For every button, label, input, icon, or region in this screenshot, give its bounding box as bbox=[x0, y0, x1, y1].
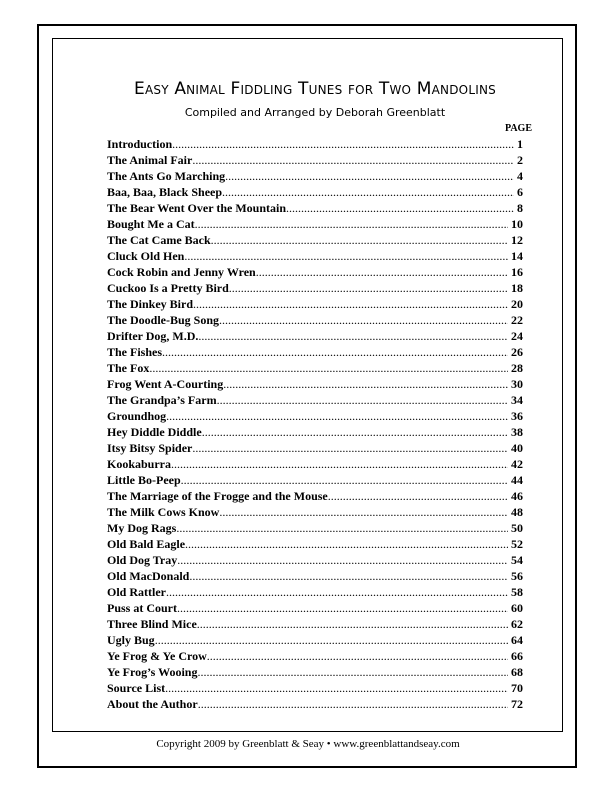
page-subtitle: Compiled and Arranged by Deborah Greenblatt bbox=[184, 106, 446, 119]
toc-leader-dots bbox=[197, 664, 508, 680]
toc-leader-dots bbox=[219, 504, 508, 520]
toc-entry-title: Kookaburra bbox=[107, 457, 172, 471]
toc-entry-page: 66 bbox=[511, 649, 523, 663]
toc-leader-dots bbox=[162, 344, 508, 360]
toc-entry-page: 8 bbox=[517, 201, 523, 215]
toc-entry-title: Ye Frog & Ye Crow bbox=[107, 649, 207, 663]
toc-entry-page: 6 bbox=[517, 185, 523, 199]
toc-entry-page: 14 bbox=[511, 249, 523, 263]
toc-entry bbox=[107, 184, 523, 200]
toc-leader-dots bbox=[286, 200, 514, 216]
toc-entry-title: Drifter Dog, M.D. bbox=[107, 329, 199, 343]
toc-entry-page: 34 bbox=[511, 393, 523, 407]
toc-entry bbox=[107, 312, 523, 328]
toc-entry bbox=[107, 392, 523, 408]
toc-entry-page: 38 bbox=[511, 425, 523, 439]
toc-leader-dots bbox=[192, 440, 508, 456]
toc-entry-title: The Animal Fair bbox=[107, 153, 193, 167]
toc-entry bbox=[107, 696, 523, 712]
toc-entry-page: 72 bbox=[511, 697, 523, 711]
toc-entry bbox=[107, 328, 523, 344]
toc-leader-dots bbox=[197, 616, 508, 632]
toc-entry-title: Frog Went A-Courting bbox=[107, 377, 224, 391]
toc-entry bbox=[107, 552, 523, 568]
toc-leader-dots bbox=[198, 328, 508, 344]
toc-entry-page: 46 bbox=[511, 489, 523, 503]
toc-leader-dots bbox=[207, 648, 508, 664]
toc-leader-dots bbox=[328, 488, 508, 504]
toc-entry bbox=[107, 584, 523, 600]
toc-leader-dots bbox=[195, 216, 508, 232]
toc-leader-dots bbox=[229, 280, 508, 296]
toc-entry bbox=[107, 568, 523, 584]
copyright-footer: Copyright 2009 by Greenblatt & Seay • www.greenblattandseay.com bbox=[156, 738, 460, 750]
toc-leader-dots bbox=[222, 184, 514, 200]
toc-entry-title: The Cat Came Back bbox=[107, 233, 211, 247]
toc-entry bbox=[107, 248, 523, 264]
toc-entry-title: Old Dog Tray bbox=[107, 553, 178, 567]
toc-entry-page: 12 bbox=[511, 233, 523, 247]
toc-entry-page: 26 bbox=[511, 345, 523, 359]
toc-entry-title: Old Rattler bbox=[107, 585, 166, 599]
toc-entry-page: 18 bbox=[511, 281, 523, 295]
toc-entry-title: My Dog Rags bbox=[107, 521, 177, 535]
toc-entry-title: The Ants Go Marching bbox=[107, 169, 226, 183]
toc-entry-title: The Marriage of the Frogge and the Mouse bbox=[107, 489, 328, 503]
toc-entry-page: 20 bbox=[511, 297, 523, 311]
page-column-header: PAGE bbox=[504, 123, 532, 134]
toc-leader-dots bbox=[177, 600, 508, 616]
toc-entry-title: Puss at Court bbox=[107, 601, 178, 615]
toc-leader-dots bbox=[185, 536, 508, 552]
toc-entry-title: Baa, Baa, Black Sheep bbox=[107, 185, 223, 199]
toc-entry-page: 10 bbox=[511, 217, 523, 231]
toc-entry-page: 70 bbox=[511, 681, 523, 695]
toc-entry bbox=[107, 376, 523, 392]
toc-entry bbox=[107, 152, 523, 168]
toc-entry bbox=[107, 472, 523, 488]
toc-entry bbox=[107, 136, 523, 152]
toc-entry-title: Three Blind Mice bbox=[107, 617, 197, 631]
toc-entry-title: The Fishes bbox=[107, 345, 163, 359]
toc-entry-page: 68 bbox=[511, 665, 523, 679]
toc-entry-title: Ugly Bug bbox=[107, 633, 155, 647]
toc-entry bbox=[107, 280, 523, 296]
toc-entry-title: Introduction bbox=[107, 137, 173, 151]
toc-entry-page: 60 bbox=[511, 601, 523, 615]
toc-leader-dots bbox=[219, 312, 508, 328]
toc-entry-page: 62 bbox=[511, 617, 523, 631]
toc-leader-dots bbox=[177, 552, 508, 568]
toc-entry-title: The Grandpa’s Farm bbox=[107, 393, 217, 407]
toc-leader-dots bbox=[193, 296, 508, 312]
toc-entry-title: Cluck Old Hen bbox=[107, 249, 185, 263]
toc-entry-title: Groundhog bbox=[107, 409, 167, 423]
toc-leader-dots bbox=[184, 248, 508, 264]
toc-leader-dots bbox=[166, 584, 508, 600]
toc-entry-title: The Fox bbox=[107, 361, 150, 375]
toc-entry-title: Old Bald Eagle bbox=[107, 537, 186, 551]
toc-entry bbox=[107, 456, 523, 472]
toc-leader-dots bbox=[155, 632, 508, 648]
toc-entry bbox=[107, 520, 523, 536]
toc-entry bbox=[107, 648, 523, 664]
toc-entry bbox=[107, 536, 523, 552]
toc-leader-dots bbox=[223, 376, 508, 392]
toc-leader-dots bbox=[202, 424, 508, 440]
toc-entry bbox=[107, 664, 523, 680]
toc-entry-title: The Doodle-Bug Song bbox=[107, 313, 220, 327]
toc-entry bbox=[107, 168, 523, 184]
toc-entry-page: 40 bbox=[511, 441, 523, 455]
toc-entry-title: Little Bo-Peep bbox=[107, 473, 181, 487]
toc-entry bbox=[107, 440, 523, 456]
toc-entry-title: Cock Robin and Jenny Wren bbox=[107, 265, 256, 279]
toc-entry-page: 44 bbox=[511, 473, 523, 487]
toc-entry-page: 16 bbox=[511, 265, 523, 279]
toc-entry-title: Cuckoo Is a Pretty Bird bbox=[107, 281, 229, 295]
toc-leader-dots bbox=[217, 392, 508, 408]
toc-entry bbox=[107, 360, 523, 376]
toc-entry bbox=[107, 344, 523, 360]
toc-leader-dots bbox=[225, 168, 514, 184]
toc-entry-title: Ye Frog’s Wooing bbox=[107, 665, 198, 679]
toc-entry-title: Old MacDonald bbox=[107, 569, 190, 583]
toc-entry-page: 48 bbox=[511, 505, 523, 519]
toc-entry bbox=[107, 200, 523, 216]
toc-entry-page: 1 bbox=[517, 137, 523, 151]
toc-entry bbox=[107, 616, 523, 632]
toc-entry-page: 36 bbox=[511, 409, 523, 423]
toc-leader-dots bbox=[172, 136, 514, 152]
toc-entry-title: The Dinkey Bird bbox=[107, 297, 194, 311]
toc-entry-title: About the Author bbox=[107, 697, 198, 711]
toc-entry bbox=[107, 600, 523, 616]
toc-entry-page: 30 bbox=[511, 377, 523, 391]
toc-entry bbox=[107, 232, 523, 248]
toc-entry-page: 52 bbox=[511, 537, 523, 551]
toc-entry bbox=[107, 264, 523, 280]
toc-entry-page: 64 bbox=[511, 633, 523, 647]
toc-leader-dots bbox=[166, 408, 508, 424]
toc-entry-page: 56 bbox=[511, 569, 523, 583]
toc-leader-dots bbox=[165, 680, 508, 696]
toc-leader-dots bbox=[181, 472, 508, 488]
toc-leader-dots bbox=[256, 264, 508, 280]
toc-entry bbox=[107, 408, 523, 424]
toc-leader-dots bbox=[149, 360, 508, 376]
toc-leader-dots bbox=[198, 696, 508, 712]
toc-entry-title: Source List bbox=[107, 681, 166, 695]
toc-entry-page: 2 bbox=[517, 153, 523, 167]
toc-entry-page: 58 bbox=[511, 585, 523, 599]
toc-entry-title: Hey Diddle Diddle bbox=[107, 425, 202, 439]
toc-entry bbox=[107, 424, 523, 440]
toc-entry bbox=[107, 504, 523, 520]
toc-leader-dots bbox=[189, 568, 508, 584]
toc-entry-title: Bought Me a Cat bbox=[107, 217, 195, 231]
toc-entry-page: 24 bbox=[511, 329, 523, 343]
toc-entry bbox=[107, 680, 523, 696]
toc-entry-page: 54 bbox=[511, 553, 523, 567]
page-title: Easy Animal Fiddling Tunes for Two Mandolins bbox=[134, 79, 496, 99]
toc-entry bbox=[107, 632, 523, 648]
toc-leader-dots bbox=[171, 456, 508, 472]
toc-entry-title: The Bear Went Over the Mountain bbox=[107, 201, 287, 215]
toc-entry-page: 42 bbox=[511, 457, 523, 471]
toc-entry-page: 4 bbox=[517, 169, 523, 183]
toc-entry bbox=[107, 296, 523, 312]
toc-entry-title: Itsy Bitsy Spider bbox=[107, 441, 193, 455]
toc-entry bbox=[107, 488, 523, 504]
toc-entry-page: 50 bbox=[511, 521, 523, 535]
toc-leader-dots bbox=[211, 232, 508, 248]
toc-leader-dots bbox=[176, 520, 508, 536]
toc-entry bbox=[107, 216, 523, 232]
toc-entry-page: 22 bbox=[511, 313, 523, 327]
toc-entry-title: The Milk Cows Know bbox=[107, 505, 220, 519]
toc-entry-page: 28 bbox=[511, 361, 523, 375]
table-of-contents bbox=[107, 136, 523, 712]
toc-leader-dots bbox=[192, 152, 514, 168]
